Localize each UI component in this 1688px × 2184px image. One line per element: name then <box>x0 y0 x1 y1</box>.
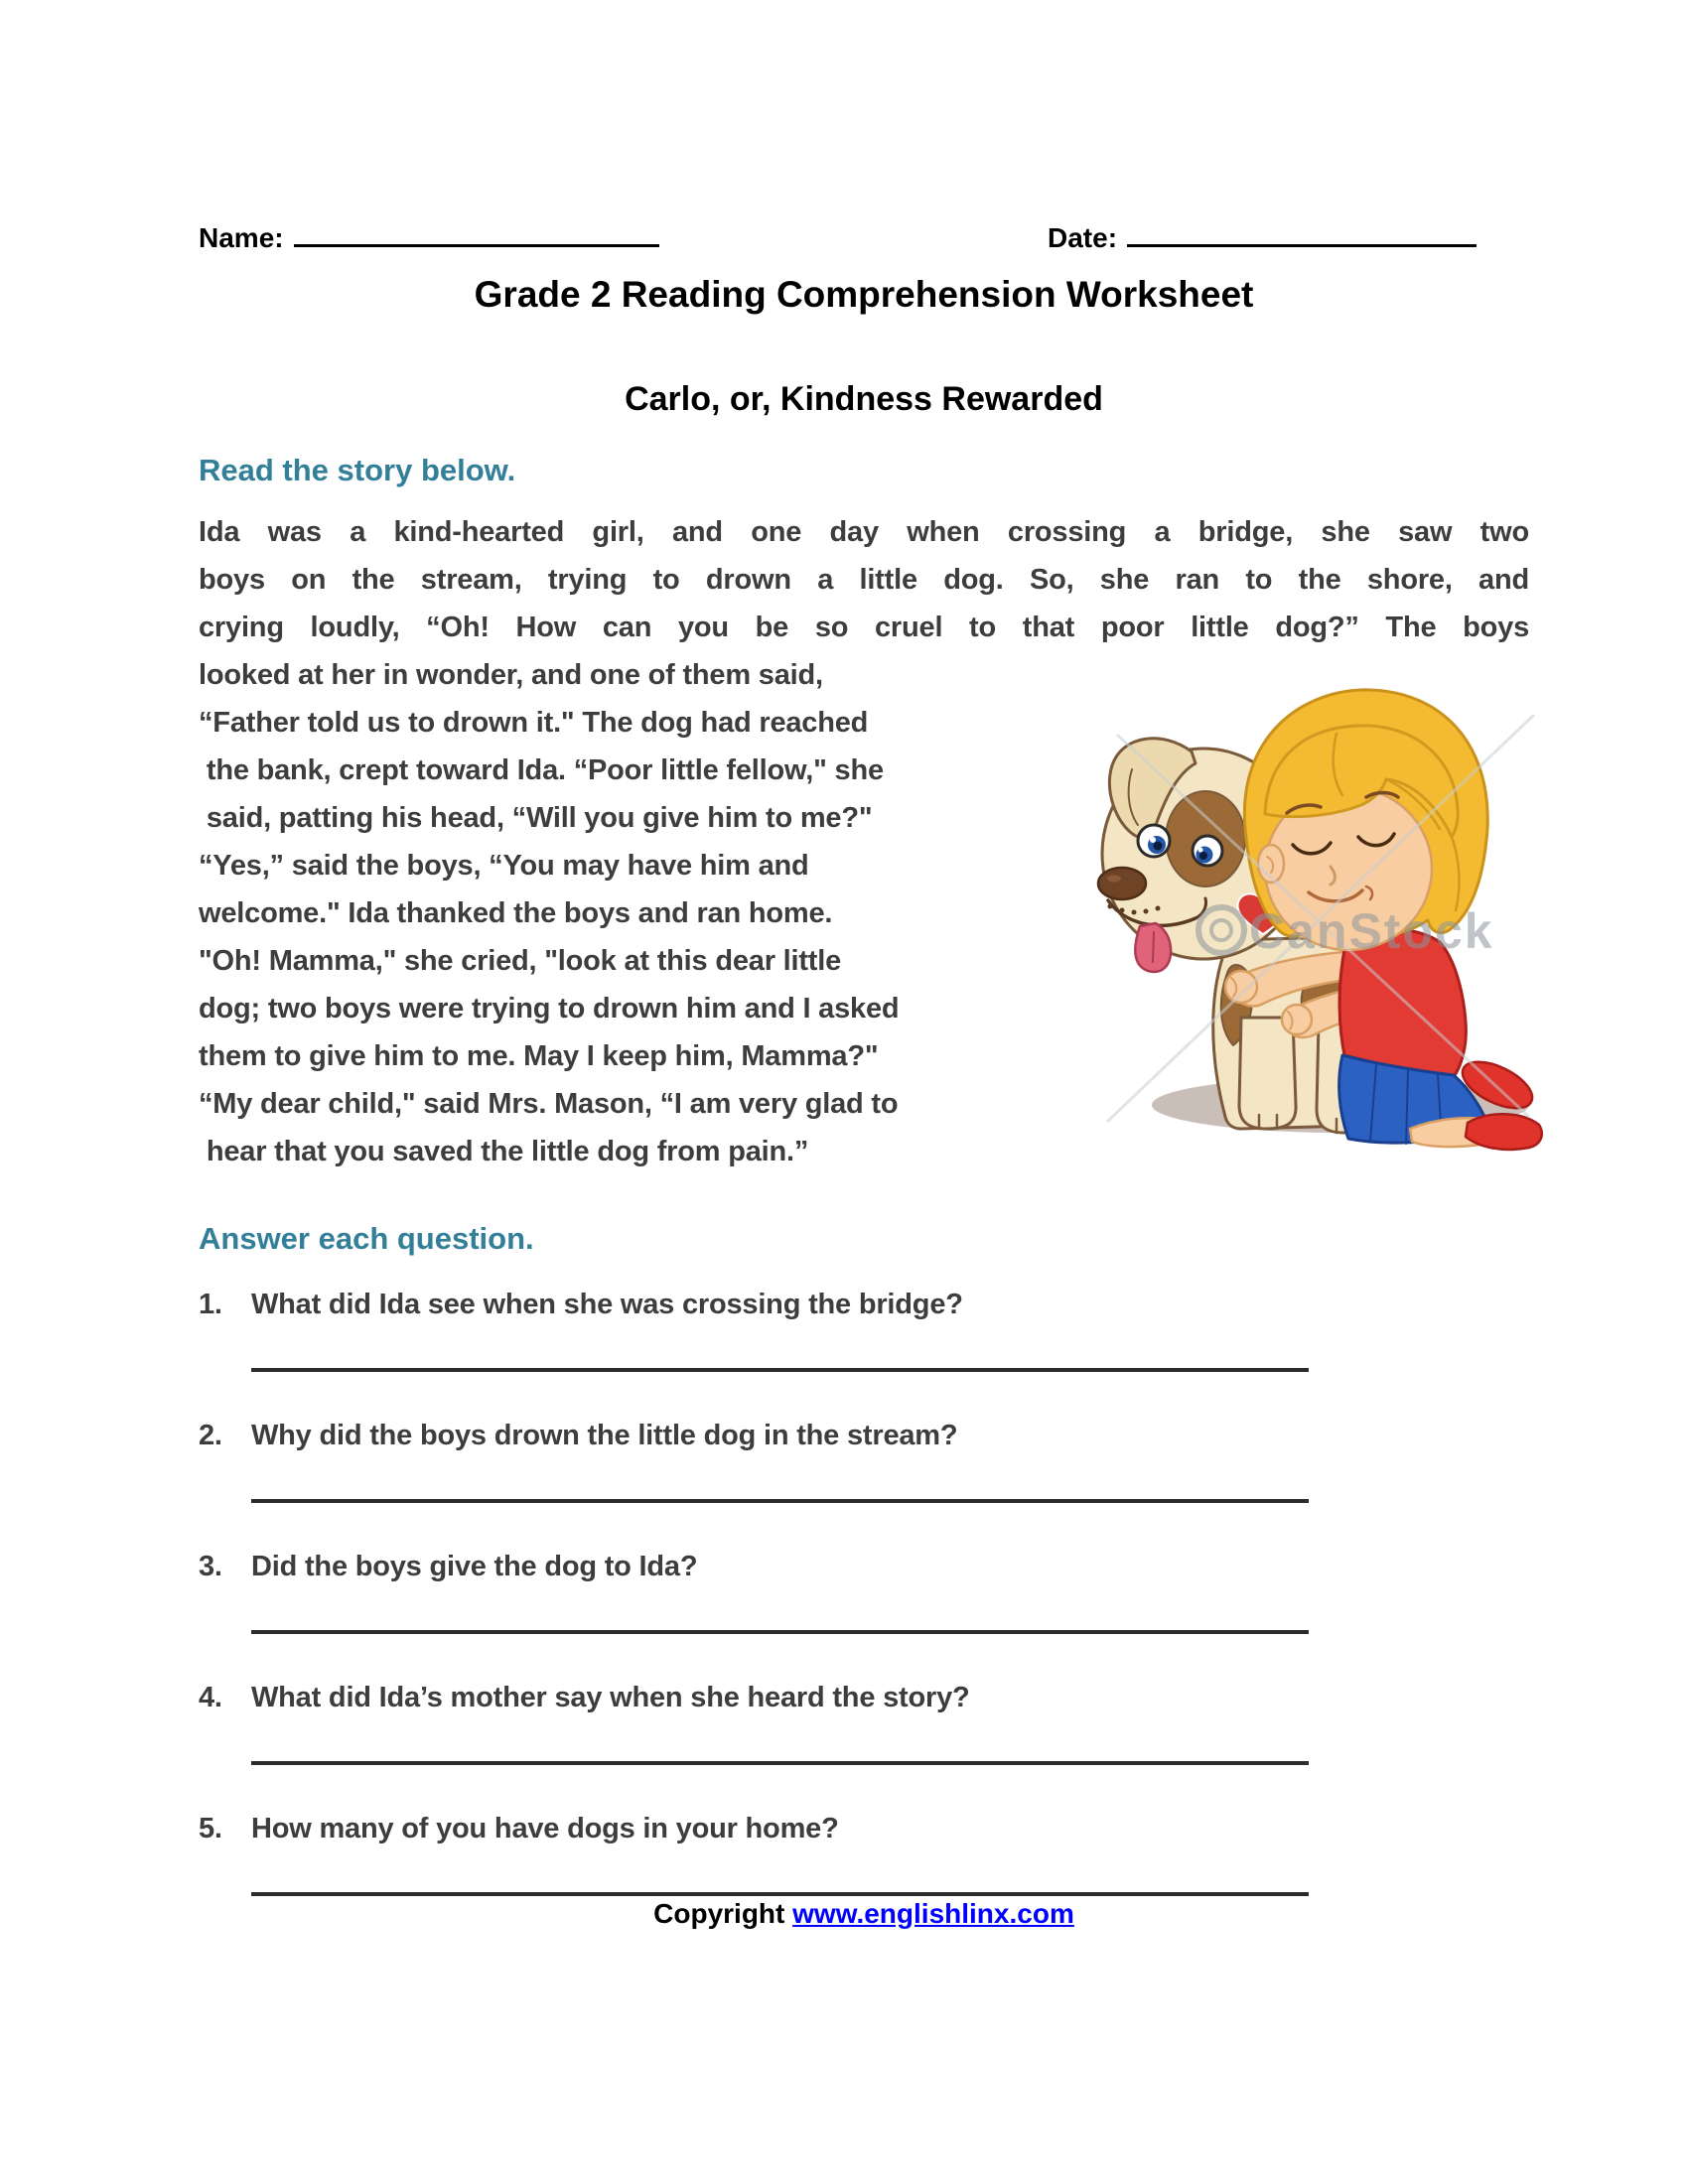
story-line: “Father told us to drown it." The dog had reached <box>199 707 869 739</box>
name-date-row <box>199 208 1534 260</box>
girl-hugging-dog-illustration <box>1092 680 1549 1152</box>
date-label: Date: <box>1048 222 1118 253</box>
question-number: 1. <box>199 1289 222 1320</box>
footer <box>199 1898 1529 1930</box>
question-number: 5. <box>199 1813 222 1844</box>
story-line: "Oh! Mamma," she cried, "look at this dear little <box>199 945 842 977</box>
question-item <box>199 1805 1529 1896</box>
question-number: 4. <box>199 1682 222 1713</box>
story-line: crying loudly, “Oh! How can you be so cruel to that poor little dog?” The boys <box>199 612 1529 643</box>
story-title: Carlo, or, Kindness Rewarded <box>625 380 1103 418</box>
copyright-link[interactable]: www.englishlinx.com <box>792 1898 1074 1929</box>
answer-line[interactable] <box>251 1368 1309 1372</box>
name-field-group <box>199 208 659 254</box>
question-text: How many of you have dogs in your home? <box>251 1813 839 1844</box>
story-line: Ida was a kind-hearted girl, and one day when crossing a bridge, she saw two <box>199 516 1529 548</box>
question-text: What did Ida see when she was crossing the bridge? <box>251 1289 963 1320</box>
copyright-label: Copyright <box>653 1898 785 1929</box>
question-item <box>199 1674 1529 1765</box>
question-number: 3. <box>199 1551 222 1582</box>
question-item <box>199 1281 1529 1372</box>
girl-hugging-dog-svg <box>1092 680 1549 1152</box>
story-paragraph-wrapped <box>199 699 1092 1175</box>
page-title: Grade 2 Reading Comprehension Worksheet <box>474 274 1254 315</box>
questions-list <box>199 1281 1529 1936</box>
story-line: said, patting his head, “Will you give him to me?" <box>199 802 873 834</box>
question-item <box>199 1543 1529 1634</box>
answer-line[interactable] <box>251 1761 1309 1765</box>
date-line[interactable] <box>1127 208 1477 247</box>
story-line: “My dear child," said Mrs. Mason, “I am very glad to <box>199 1088 899 1120</box>
read-instruction: Read the story below. <box>199 453 516 487</box>
question-text: Why did the boys drown the little dog in the stream? <box>251 1420 958 1451</box>
story-line: hear that you saved the little dog from pain.” <box>199 1136 809 1167</box>
question-number: 2. <box>199 1420 222 1451</box>
story-line: them to give him to me. May I keep him, Mamma?" <box>199 1040 879 1072</box>
story-line: welcome." Ida thanked the boys and ran home. <box>199 897 833 929</box>
answer-line[interactable] <box>251 1892 1309 1896</box>
answer-line[interactable] <box>251 1630 1309 1634</box>
story-paragraph-full <box>199 508 1529 699</box>
question-text: What did Ida’s mother say when she heard the story? <box>251 1682 970 1713</box>
story-line: boys on the stream, trying to drown a little dog. So, she ran to the shore, and <box>199 564 1529 596</box>
story-line: looked at her in wonder, and one of them said, <box>199 659 823 691</box>
story-line: dog; two boys were trying to drown him and I asked <box>199 993 900 1024</box>
story-line: the bank, crept toward Ida. “Poor little fellow," she <box>199 754 884 786</box>
question-text: Did the boys give the dog to Ida? <box>251 1551 698 1582</box>
name-label: Name: <box>199 222 284 253</box>
answer-instruction: Answer each question. <box>199 1221 534 1256</box>
question-item <box>199 1412 1529 1503</box>
watermark-text: CanStock <box>1249 903 1494 959</box>
name-line[interactable] <box>294 208 659 247</box>
date-field-group <box>1048 208 1477 254</box>
story-line: “Yes,” said the boys, “You may have him and <box>199 850 809 882</box>
answer-line[interactable] <box>251 1499 1309 1503</box>
